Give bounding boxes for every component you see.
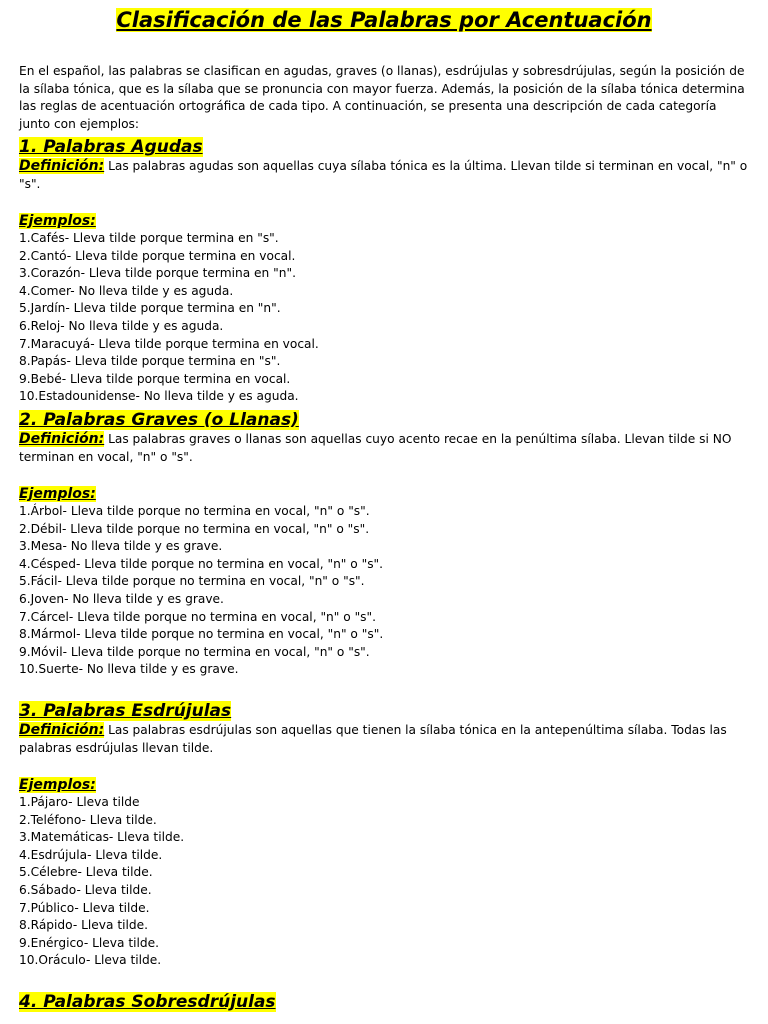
example-item: 5.Fácil- Lleva tilde porque no termina en vocal, "n" o "s". (19, 574, 365, 589)
section-heading (19, 700, 749, 722)
example-item: 5.Jardín- Lleva tilde porque termina en "n". (19, 301, 281, 316)
examples-label (19, 776, 749, 794)
example-item: 3.Mesa- No lleva tilde y es grave. (19, 539, 223, 554)
definition-paragraph (19, 722, 749, 757)
example-item: 8.Mármol- Lleva tilde porque no termina en vocal, "n" o "s". (19, 627, 384, 642)
example-item: 8.Papás- Lleva tilde porque termina en "s". (19, 354, 281, 369)
examples-list (19, 794, 749, 970)
example-item: 2.Débil- Lleva tilde porque no termina en vocal, "n" o "s". (19, 521, 370, 536)
section-agudas (19, 136, 749, 406)
example-item: 5.Célebre- Lleva tilde. (19, 865, 153, 880)
section-esdrujulas (19, 700, 749, 970)
example-item: 9.Enérgico- Lleva tilde. (19, 935, 160, 950)
example-item: 1.Pájaro- Lleva tilde (19, 795, 140, 809)
example-item: 4.Comer- No lleva tilde y es aguda. (19, 283, 234, 298)
examples-block (19, 485, 749, 679)
example-item: 10.Oráculo- Lleva tilde. (19, 953, 162, 968)
example-item: 7.Maracuyá- Lleva tilde porque termina en vocal. (19, 336, 319, 351)
section-heading-text: 2. Palabras Graves (o Llanas) (19, 410, 299, 430)
example-item: 7.Público- Lleva tilde. (19, 900, 150, 915)
example-item: 3.Corazón- Lleva tilde porque termina en "n". (19, 266, 296, 281)
definition-label: Definición: (19, 722, 105, 738)
example-item: 4.Césped- Lleva tilde porque no termina en vocal, "n" o "s". (19, 556, 384, 571)
examples-list (19, 503, 749, 679)
example-item: 10.Estadounidense- No lleva tilde y es aguda. (19, 389, 299, 404)
example-item: 3.Matemáticas- Lleva tilde. (19, 830, 185, 845)
example-item: 10.Suerte- No lleva tilde y es grave. (19, 662, 239, 677)
definition-text: Las palabras esdrújulas son aquellas que tienen la sílaba tónica en la antepenúltima sílaba. Todas las palabras esdrújulas llevan tilde. (19, 723, 727, 755)
example-item: 1.Árbol- Lleva tilde porque no termina en vocal, "n" o "s". (19, 504, 370, 518)
example-item: 6.Reloj- No lleva tilde y es aguda. (19, 318, 224, 333)
example-item: 4.Esdrújula- Lleva tilde. (19, 847, 163, 862)
examples-label-text: Ejemplos: (19, 486, 96, 502)
section-heading-text: 4. Palabras Sobresdrújulas (19, 992, 276, 1012)
example-item: 1.Cafés- Lleva tilde porque termina en "s". (19, 231, 279, 245)
document-title: Clasificación de las Palabras por Acentuación (116, 8, 652, 32)
section-heading (19, 409, 749, 431)
section-heading-text: 1. Palabras Agudas (19, 137, 203, 157)
definition-label: Definición: (19, 158, 105, 174)
examples-block (19, 776, 749, 970)
examples-list (19, 230, 749, 406)
examples-label (19, 485, 749, 503)
definition-label: Definición: (19, 431, 105, 447)
intro-paragraph: En el español, las palabras se clasifican en agudas, graves (o llanas), esdrújulas y sobresdrújulas, según la posición de la sílaba tónica, que es la sílaba que se pronuncia con mayor fuerza. Además, la posición de la sílaba tónica determina las reglas de acentuación ortográfica de cada tipo. A continuación, se presenta una descripción de cada categoría junto con ejemplos: (19, 64, 745, 131)
example-item: 6.Joven- No lleva tilde y es grave. (19, 591, 224, 606)
definition-text: Las palabras agudas son aquellas cuya sílaba tónica es la última. Llevan tilde si terminan en vocal, "n" o "s". (19, 159, 748, 191)
definition-text: Las palabras graves o llanas son aquellas cuyo acento recae en la penúltima sílaba. Llevan tilde si NO terminan en vocal, "n" o "s". (19, 432, 732, 464)
example-item: 9.Móvil- Lleva tilde porque no termina en vocal, "n" o "s". (19, 644, 370, 659)
definition-paragraph (19, 158, 749, 193)
section-heading (19, 136, 749, 158)
example-item: 2.Cantó- Lleva tilde porque termina en vocal. (19, 248, 296, 263)
example-item: 9.Bebé- Lleva tilde porque termina en vocal. (19, 371, 291, 386)
examples-label-text: Ejemplos: (19, 213, 96, 229)
example-item: 8.Rápido- Lleva tilde. (19, 918, 148, 933)
definition-paragraph (19, 431, 749, 466)
example-item: 7.Cárcel- Lleva tilde porque no termina en vocal, "n" o "s". (19, 609, 377, 624)
example-item: 2.Teléfono- Lleva tilde. (19, 812, 157, 827)
examples-label (19, 212, 749, 230)
section-heading-text: 3. Palabras Esdrújulas (19, 701, 232, 721)
example-item: 6.Sábado- Lleva tilde. (19, 882, 152, 897)
examples-label-text: Ejemplos: (19, 777, 96, 793)
document-title-block (0, 6, 768, 34)
section-heading (19, 991, 749, 1013)
examples-block (19, 212, 749, 406)
section-sobresdrujulas (19, 991, 749, 1013)
section-graves (19, 409, 749, 679)
